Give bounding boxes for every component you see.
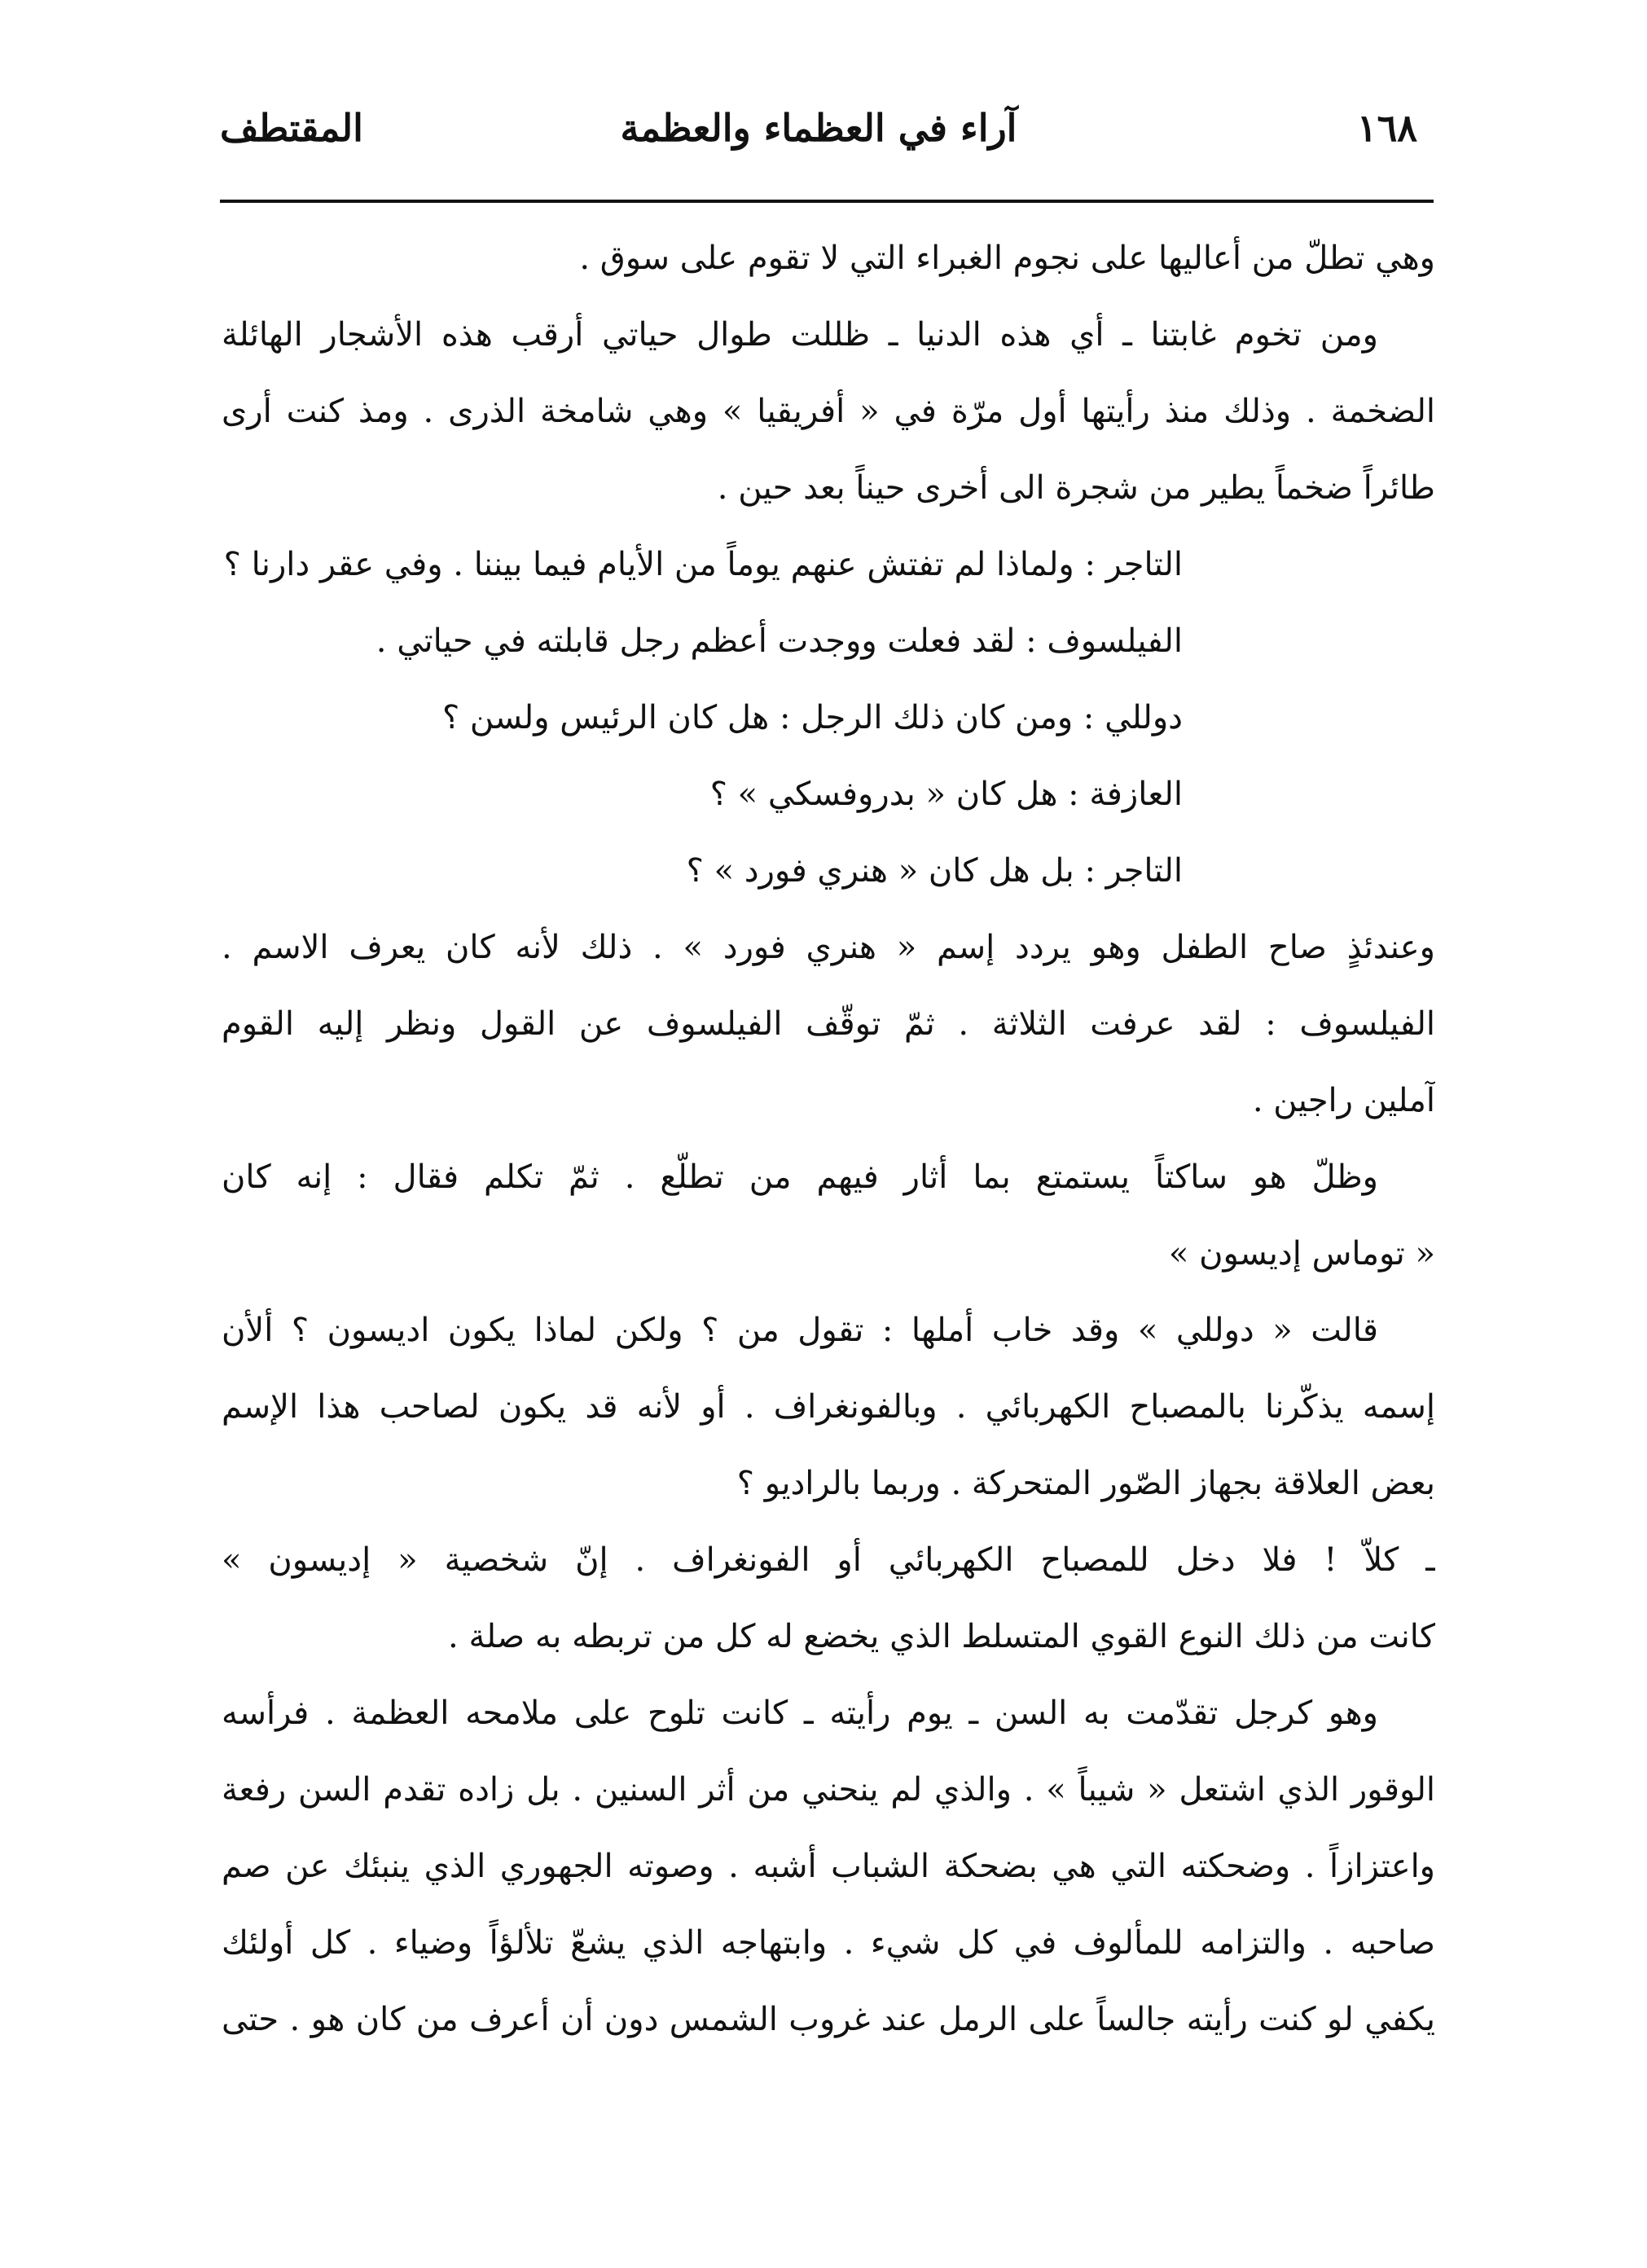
text-line: يكفي لو كنت رأيته جالساً على الرمل عند غروب الشمس دون أن أعرف من كان هو . حتى — [222, 2001, 1435, 2038]
text-line: وهي تطلّ من أعاليها على نجوم الغبراء التي لا تقوم على سوق . — [579, 240, 1435, 277]
page-number: ١٦٨ — [1356, 106, 1417, 150]
text-line: واعتزازاً . وضحكته التي هي بضحكة الشباب أشبه . وصوته الجهوري الذي ينبئك عن صم — [222, 1848, 1435, 1885]
text-line: صاحبه . والتزامه للمألوف في كل شيء . وابتهاجه الذي يشعّ تلألؤاً وضياء . كل أولئك — [222, 1924, 1435, 1962]
text-line: وهو كرجل تقدّمت به السن ـ يوم رأيته ـ كانت تلوح على ملامحه العظمة . فرأسه — [222, 1694, 1378, 1732]
dialogue-line: دوللي : ومن كان ذلك الرجل : هل كان الرئيس ولسن ؟ — [441, 699, 1183, 736]
text-line: قالت « دوللي » وقد خاب أملها : تقول من ؟ ولكن لماذا يكون اديسون ؟ ألأن — [222, 1312, 1378, 1349]
body-text — [222, 220, 1435, 2058]
text-line: بعض العلاقة بجهاز الصّور المتحركة . وربما بالراديو ؟ — [736, 1465, 1435, 1502]
text-line: ـ كلاّ ! فلا دخل للمصباح الكهربائي أو الفونغراف . إنّ شخصية « إديسون » — [222, 1541, 1435, 1579]
dialogue-line: التاجر : بل هل كان « هنري فورد » ؟ — [686, 852, 1183, 890]
dialogue-line: التاجر : ولماذا لم تفتش عنهم يوماً من الأيام فيما بيننا . وفي عقر دارنا ؟ — [223, 546, 1183, 583]
text-line: إسمه يذكّرنا بالمصباح الكهربائي . وبالفونغراف . أو لأنه قد يكون لصاحب هذا الإسم — [222, 1388, 1435, 1426]
dialogue-line: الفيلسوف : لقد فعلت ووجدت أعظم رجل قابلته في حياتي . — [376, 622, 1183, 660]
dialogue-line: العازفة : هل كان « بدروفسكي » ؟ — [709, 776, 1183, 813]
text-line: طائراً ضخماً يطير من شجرة الى أخرى حيناً بعد حين . — [717, 469, 1435, 507]
text-line: وعندئذٍ صاح الطفل وهو يردد إسم « هنري فورد » . ذلك لأنه كان يعرف الاسم . — [222, 929, 1435, 966]
text-line: آملين راجين . — [1252, 1082, 1435, 1119]
text-line: ومن تخوم غابتنا ـ أي هذه الدنيا ـ ظللت طوال حياتي أرقب هذه الأشجار الهائلة — [222, 316, 1378, 354]
page-header — [220, 106, 1417, 179]
text-line: وظلّ هو ساكتاً يستمتع بما أثار فيهم من تطلّع . ثمّ تكلم فقال : إنه كان — [222, 1158, 1378, 1196]
text-line: الوقور الذي اشتعل « شيباً » . والذي لم ينحني من أثر السنين . بل زاده تقدم السن رفعة — [222, 1771, 1435, 1809]
header-rule — [220, 200, 1434, 203]
text-line: كانت من ذلك النوع القوي المتسلط الذي يخضع له كل من تربطه به صلة . — [448, 1618, 1435, 1655]
text-line: الفيلسوف : لقد عرفت الثلاثة . ثمّ توقّف الفيلسوف عن القول ونظر إليه القوم — [222, 1005, 1435, 1043]
journal-name: المقتطف — [220, 106, 363, 150]
text-line: « توماس إديسون » — [1168, 1235, 1435, 1272]
text-line: الضخمة . وذلك منذ رأيتها أول مرّة في « أفريقيا » وهي شامخة الذرى . ومذ كنت أرى — [222, 393, 1435, 430]
running-title: آراء في العظماء والعظمة — [620, 106, 1017, 150]
